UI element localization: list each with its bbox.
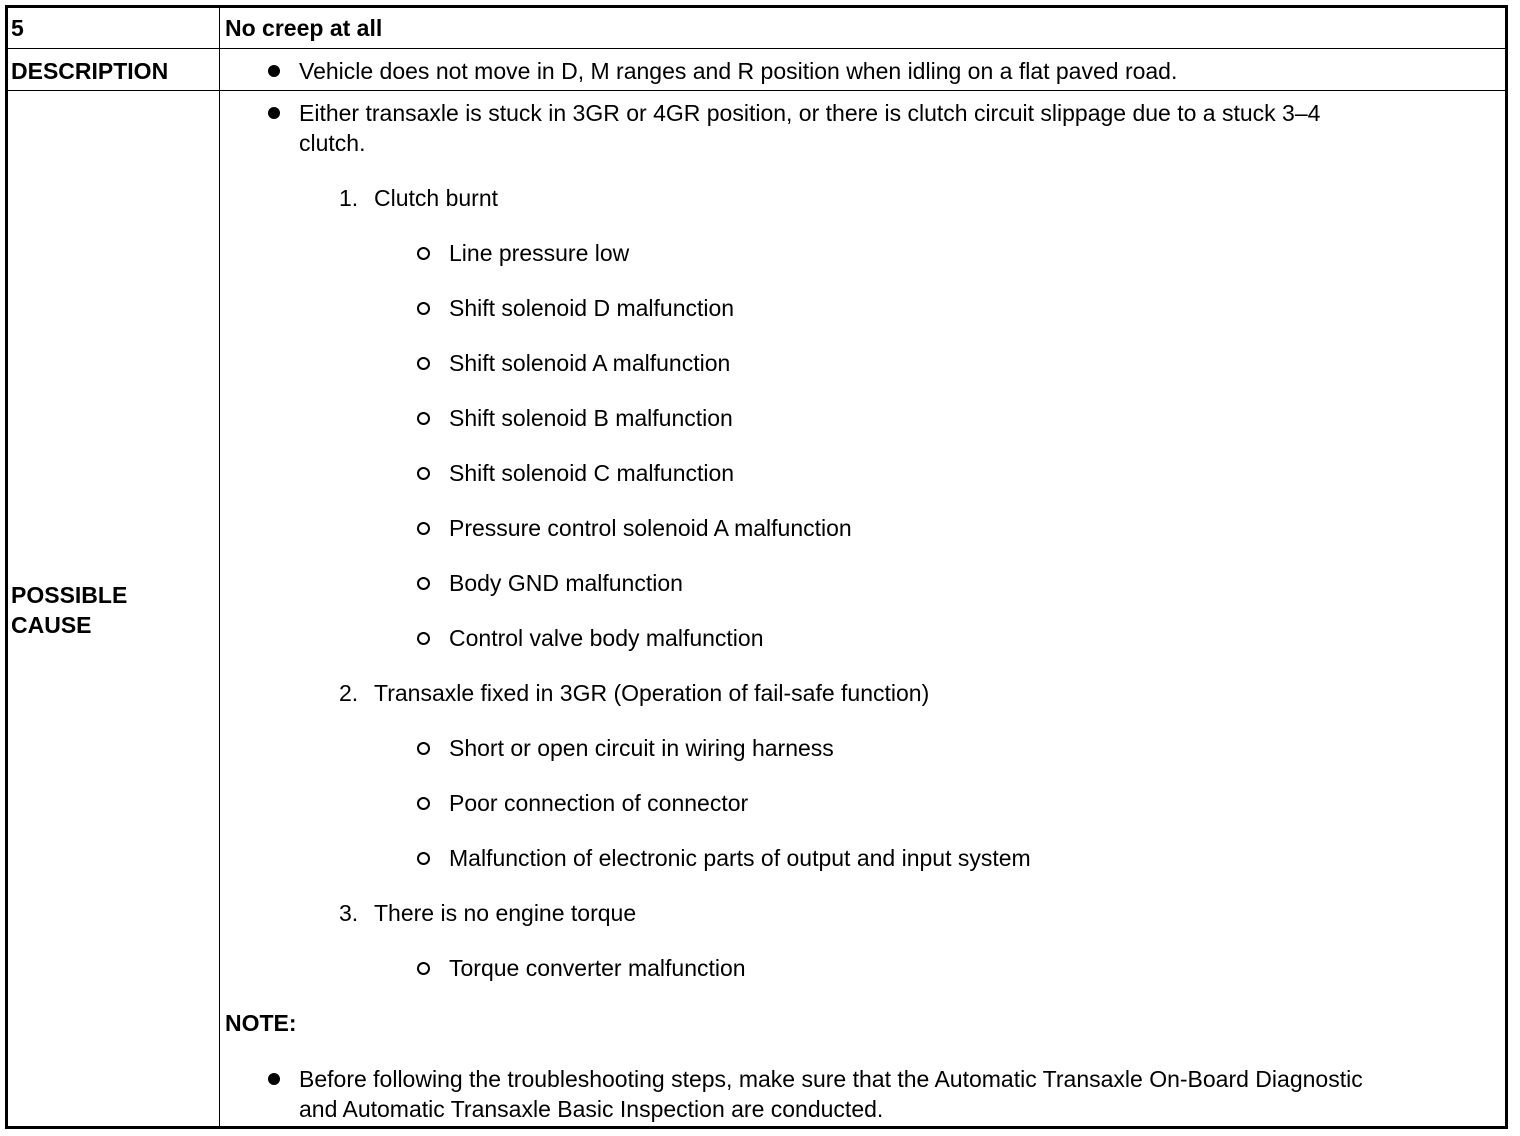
bullet-icon: [268, 1073, 280, 1085]
list-item: Shift solenoid D malfunction: [449, 295, 735, 321]
circle-bullet-icon: [417, 357, 430, 370]
troubleshooting-table: [5, 5, 1508, 1129]
symptom-number: 5: [11, 15, 24, 41]
list-item: Shift solenoid B malfunction: [449, 405, 733, 431]
circle-bullet-icon: [417, 247, 430, 260]
list-item: Poor connection of connector: [449, 790, 749, 816]
cause-heading: Transaxle fixed in 3GR (Operation of fail-safe function): [374, 680, 930, 706]
list-item: Pressure control solenoid A malfunction: [449, 515, 852, 541]
description-label: DESCRIPTION: [11, 58, 169, 84]
list-item: Body GND malfunction: [449, 570, 683, 596]
note-label: NOTE:: [225, 1010, 297, 1036]
circle-bullet-icon: [417, 302, 430, 315]
list-item: Malfunction of electronic parts of output and input system: [449, 845, 1031, 871]
list-item: Short or open circuit in wiring harness: [449, 735, 834, 761]
circle-bullet-icon: [417, 797, 430, 810]
list-item: Shift solenoid C malfunction: [449, 460, 735, 486]
circle-bullet-icon: [417, 412, 430, 425]
circle-bullet-icon: [417, 577, 430, 590]
note-text: and Automatic Transaxle Basic Inspection are conducted.: [299, 1096, 884, 1122]
circle-bullet-icon: [417, 742, 430, 755]
cause-heading: There is no engine torque: [374, 900, 637, 926]
circle-bullet-icon: [417, 852, 430, 865]
cause-number: 2.: [339, 680, 359, 706]
circle-bullet-icon: [417, 467, 430, 480]
cause-intro: clutch.: [299, 130, 366, 156]
list-item: Control valve body malfunction: [449, 625, 764, 651]
circle-bullet-icon: [417, 522, 430, 535]
note-text: Before following the troubleshooting steps, make sure that the Automatic Transaxle On-Board Diagnostic: [299, 1066, 1363, 1092]
row-divider: [8, 48, 1505, 49]
list-item: Torque converter malfunction: [449, 955, 746, 981]
cause-number: 1.: [339, 185, 359, 211]
bullet-icon: [268, 107, 280, 119]
possible-cause-label: CAUSE: [11, 612, 92, 638]
bullet-icon: [268, 65, 280, 77]
circle-bullet-icon: [417, 632, 430, 645]
description-text: Vehicle does not move in D, M ranges and R position when idling on a flat paved road.: [299, 58, 1178, 84]
possible-cause-label: POSSIBLE: [11, 582, 128, 608]
cause-heading: Clutch burnt: [374, 185, 499, 211]
row-divider: [8, 90, 1505, 91]
cause-number: 3.: [339, 900, 359, 926]
column-divider: [219, 8, 220, 1126]
list-item: Shift solenoid A malfunction: [449, 350, 731, 376]
symptom-title: No creep at all: [225, 15, 383, 41]
cause-intro: Either transaxle is stuck in 3GR or 4GR position, or there is clutch circuit slippage due to a stuck 3–4: [299, 100, 1321, 126]
circle-bullet-icon: [417, 962, 430, 975]
list-item: Line pressure low: [449, 240, 630, 266]
